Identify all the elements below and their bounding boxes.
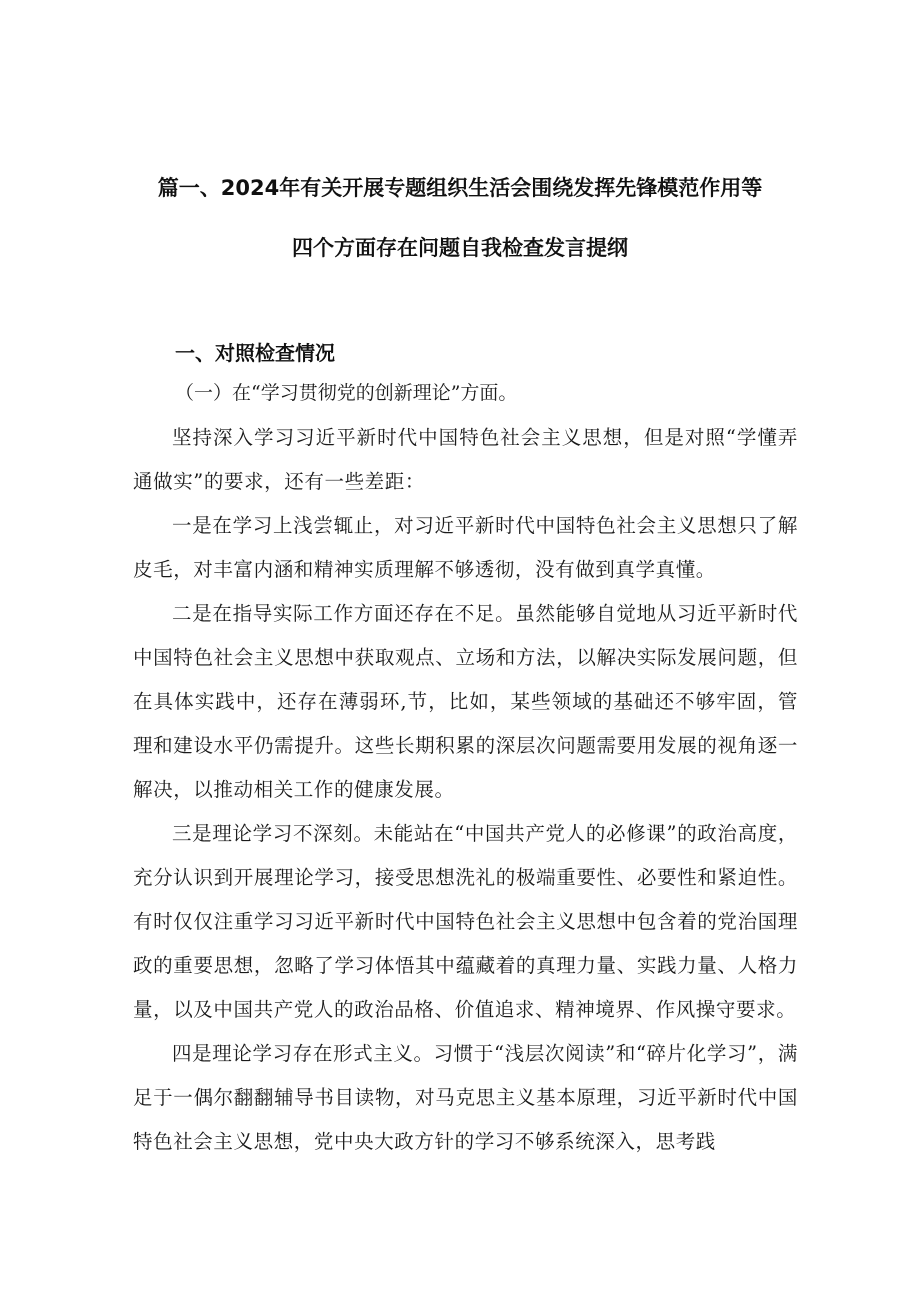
document-title-line-1: 篇一、2024年有关开展专题组织生活会围绕发挥先锋模范作用等 <box>157 176 763 200</box>
body-text <box>133 416 798 1164</box>
section-heading: 一、对照检查情况 <box>175 341 335 365</box>
paragraph-point-4: 四是理论学习存在形式主义。习惯于“浅层次阅读”和“碎片化学习”，满足于一偶尔翻翻辅导书目读物，对马克思主义基本原理，习近平新时代中国特色社会主义思想，党中央大政方针的学习不够系统深入，思考践 <box>133 1042 798 1153</box>
paragraph-point-1: 一是在学习上浅尝辄止，对习近平新时代中国特色社会主义思想只了解皮毛，对丰富内涵和精神实质理解不够透彻，没有做到真学真懂。 <box>133 514 798 581</box>
paragraph-intro: 坚持深入学习习近平新时代中国特色社会主义思想，但是对照“学懂弄通做实”的要求，还有一些差距： <box>133 426 798 493</box>
subsection-heading: （一）在“学习贯彻党的创新理论”方面。 <box>175 382 518 404</box>
paragraph-point-2: 二是在指导实际工作方面还存在不足。虽然能够自觉地从习近平新时代中国特色社会主义思想中获取观点、立场和方法，以解决实际发展问题，但在具体实践中，还存在薄弱环,节，比如，某些领域的基础还不够牢固，管理和建设水平仍需提升。这些长期积累的深层次问题需要用发展的视角逐一解决，以推动相关工作的健康发展。 <box>133 602 798 801</box>
document-title-line-2: 四个方面存在问题自我检查发言提纲 <box>292 236 628 260</box>
paragraph-point-3: 三是理论学习不深刻。未能站在“中国共产党人的必修课”的政治高度，充分认识到开展理论学习，接受思想洗礼的极端重要性、必要性和紧迫性。有时仅仅注重学习习近平新时代中国特色社会主义思想中包含着的党治国理政的重要思想，忽略了学习体悟其中蕴藏着的真理力量、实践力量、人格力量，以及中国共产党人的政治品格、价值追求、精神境界、作风操守要求。 <box>133 822 798 1021</box>
